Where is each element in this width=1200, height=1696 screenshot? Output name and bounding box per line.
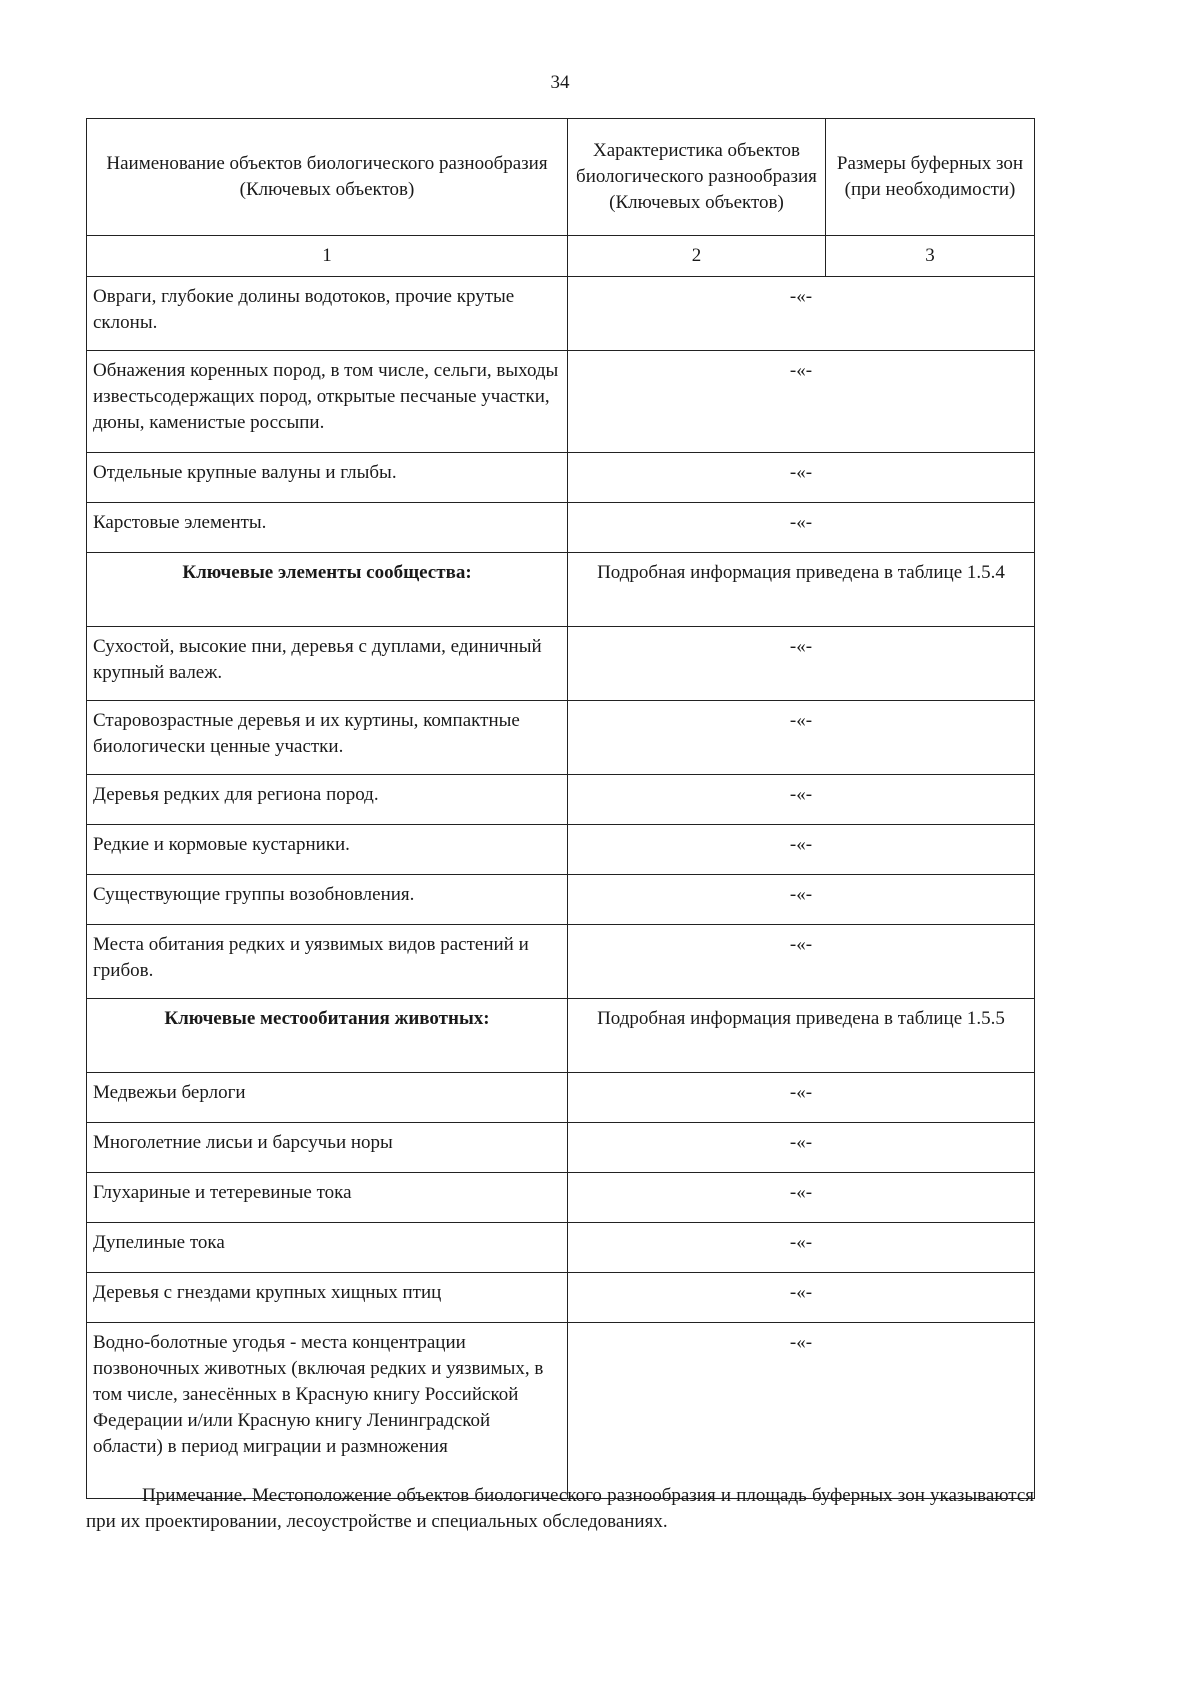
table-row xyxy=(87,627,1035,701)
object-name: Водно-болотные угодья - места концентрации позвоночных животных (включая редких и уязвимых, в том числе, занесённых в Красную книгу Российской Федерации и/или Красную книгу Ленинградской области) в период миграции и размножения xyxy=(87,1323,568,1499)
table-row xyxy=(87,701,1035,775)
object-name: Места обитания редких и уязвимых видов растений и грибов. xyxy=(87,925,568,999)
table-row xyxy=(87,351,1035,453)
ditto-mark: -«- xyxy=(568,875,1035,925)
ditto-mark: -«- xyxy=(568,453,1035,503)
table-row xyxy=(87,1123,1035,1173)
object-name: Карстовые элементы. xyxy=(87,503,568,553)
ditto-mark: -«- xyxy=(568,1123,1035,1173)
section-title: Ключевые элементы сообщества: xyxy=(87,553,568,627)
column-number: 2 xyxy=(568,236,826,277)
table-row xyxy=(87,1073,1035,1123)
section-row xyxy=(87,999,1035,1073)
ditto-mark: -«- xyxy=(568,1073,1035,1123)
table-row xyxy=(87,825,1035,875)
ditto-mark: -«- xyxy=(568,925,1035,999)
object-name: Сухостой, высокие пни, деревья с дуплами, единичный крупный валеж. xyxy=(87,627,568,701)
object-name: Отдельные крупные валуны и глыбы. xyxy=(87,453,568,503)
table-body xyxy=(87,277,1035,1499)
header-cell-name: Наименование объектов биологического разнообразия (Ключевых объектов) xyxy=(87,119,568,236)
object-name: Глухариные и тетеревиные тока xyxy=(87,1173,568,1223)
table-row xyxy=(87,277,1035,351)
table-row xyxy=(87,453,1035,503)
section-reference: Подробная информация приведена в таблице 1.5.4 xyxy=(568,553,1035,627)
object-name: Дупелиные тока xyxy=(87,1223,568,1273)
ditto-mark: -«- xyxy=(568,351,1035,453)
section-title: Ключевые местообитания животных: xyxy=(87,999,568,1073)
column-number: 1 xyxy=(87,236,568,277)
header-cell-buffer: Размеры буферных зон (при необходимости) xyxy=(826,119,1035,236)
page-number: 34 xyxy=(550,72,570,93)
table-row xyxy=(87,1173,1035,1223)
object-name: Редкие и кормовые кустарники. xyxy=(87,825,568,875)
ditto-mark: -«- xyxy=(568,277,1035,351)
object-name: Овраги, глубокие долины водотоков, прочие крутые склоны. xyxy=(87,277,568,351)
ditto-mark: -«- xyxy=(568,627,1035,701)
biodiversity-table xyxy=(86,118,1035,1499)
section-row xyxy=(87,553,1035,627)
table-row xyxy=(87,503,1035,553)
ditto-mark: -«- xyxy=(568,825,1035,875)
table-row xyxy=(87,1273,1035,1323)
header-cell-characteristic: Характеристика объектов биологического разнообразия (Ключевых объектов) xyxy=(568,119,826,236)
ditto-mark: -«- xyxy=(568,503,1035,553)
object-name: Существующие группы возобновления. xyxy=(87,875,568,925)
object-name: Обнажения коренных пород, в том числе, сельги, выходы известьсодержащих пород, открытые песчаные участки, дюны, каменистые россыпи. xyxy=(87,351,568,453)
table-header-row xyxy=(87,119,1035,236)
object-name: Медвежьи берлоги xyxy=(87,1073,568,1123)
ditto-mark: -«- xyxy=(568,775,1035,825)
ditto-mark: -«- xyxy=(568,1323,1035,1499)
object-name: Старовозрастные деревья и их куртины, компактные биологически ценные участки. xyxy=(87,701,568,775)
table-row xyxy=(87,925,1035,999)
ditto-mark: -«- xyxy=(568,1223,1035,1273)
table-row xyxy=(87,775,1035,825)
object-name: Деревья с гнездами крупных хищных птиц xyxy=(87,1273,568,1323)
table-row xyxy=(87,1323,1035,1499)
ditto-mark: -«- xyxy=(568,1173,1035,1223)
table-row xyxy=(87,1223,1035,1273)
column-number: 3 xyxy=(826,236,1035,277)
section-reference: Подробная информация приведена в таблице 1.5.5 xyxy=(568,999,1035,1073)
table-note: Примечание. Местоположение объектов биологического разнообразия и площадь буферных зон указываются при их проектировании, лесоустройстве и специальных обследованиях. xyxy=(86,1485,1034,1532)
ditto-mark: -«- xyxy=(568,1273,1035,1323)
ditto-mark: -«- xyxy=(568,701,1035,775)
column-number-row xyxy=(87,236,1035,277)
object-name: Многолетние лисьи и барсучьи норы xyxy=(87,1123,568,1173)
object-name: Деревья редких для региона пород. xyxy=(87,775,568,825)
table-row xyxy=(87,875,1035,925)
